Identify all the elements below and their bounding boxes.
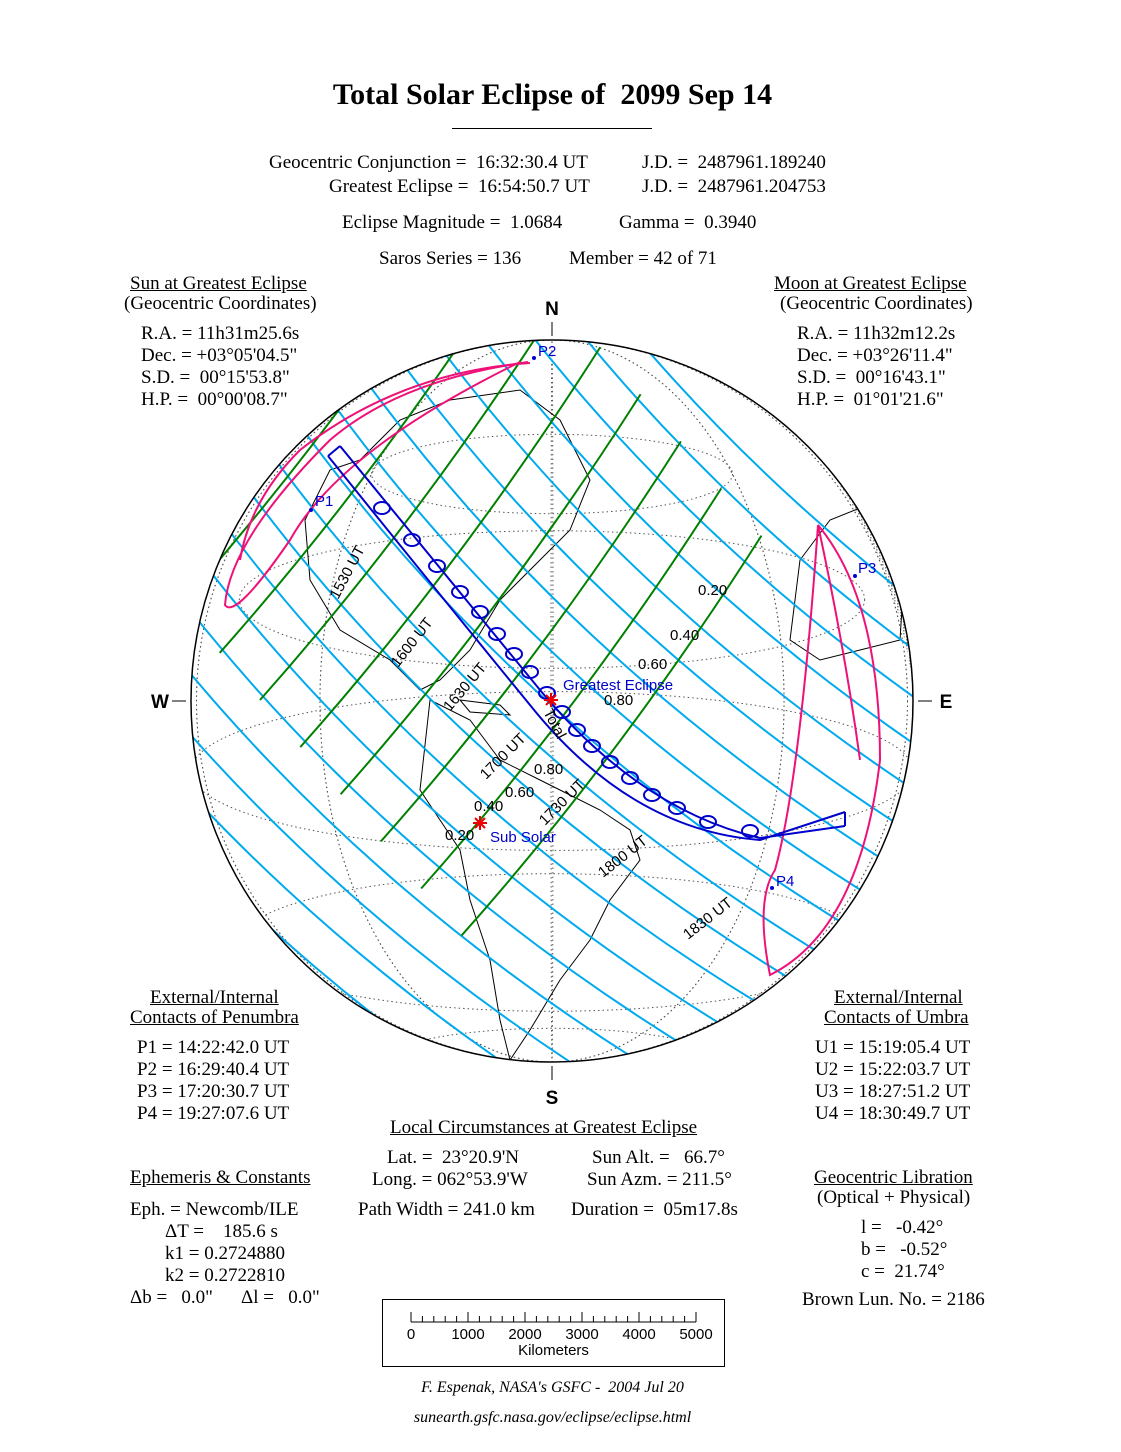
time-label-1830: 1830 UT <box>679 894 736 944</box>
time-label-1530: 1530 UT <box>326 543 369 602</box>
contact-p1: P1 <box>315 493 334 510</box>
magnitude-line <box>220 380 900 1000</box>
penumbra-heading-1: External/Internal <box>150 987 279 1008</box>
contact-p4: P4 <box>776 873 795 890</box>
latitude-line <box>239 531 864 669</box>
local-sun-azm: Sun Azm. = 211.5° <box>587 1169 732 1190</box>
scale-tick-label: 4000 <box>622 1326 656 1343</box>
time-label-1800: 1800 UT <box>594 832 651 882</box>
scale-tick-label: 0 <box>406 1326 416 1343</box>
greatest-eclipse-time: Greatest Eclipse = 16:54:50.7 UT <box>329 176 590 197</box>
greatest-eclipse-marker <box>544 693 558 707</box>
saros-series: Saros Series = 136 <box>379 248 522 269</box>
greatest-eclipse-label: Greatest Eclipse <box>563 677 674 694</box>
greatest-eclipse-jd: J.D. = 2487961.204753 <box>642 176 826 197</box>
sun-sd: S.D. = 00°15'53.8" <box>141 367 290 388</box>
sub-solar-label: Sub Solar <box>490 829 556 846</box>
magnitude-line <box>189 405 869 1025</box>
page-title: Total Solar Eclipse of 2099 Sep 14 <box>332 78 773 111</box>
magnitude-line <box>251 355 931 975</box>
scale-tick-label: 3000 <box>565 1326 599 1343</box>
ephemeris-heading: Ephemeris & Constants <box>130 1167 311 1188</box>
continent-outlines <box>305 390 905 1060</box>
magnitude-line <box>314 306 994 926</box>
umbra-u1: U1 = 15:19:05.4 UT <box>815 1037 971 1058</box>
libration-b: b = -0.52° <box>861 1239 948 1260</box>
umbra-u2: U2 = 15:22:03.7 UT <box>815 1059 971 1080</box>
footer-url: sunearth.gsfc.nasa.gov/eclipse/eclipse.html <box>413 1409 692 1426</box>
mag-label-upper-080: 0.80 <box>604 692 634 709</box>
local-duration: Duration = 05m17.8s <box>571 1199 738 1220</box>
sun-hp: H.P. = 00°00'08.7" <box>141 389 288 410</box>
sun-heading: Sun at Greatest Eclipse <box>130 273 307 294</box>
penumbra-p4: P4 = 19:27:07.6 UT <box>137 1103 290 1124</box>
ephemeris-eph: Eph. = Newcomb/ILE <box>130 1199 299 1220</box>
compass-north: N <box>545 299 559 320</box>
compass-east: E <box>939 692 953 713</box>
magnitude-line <box>33 529 713 1149</box>
time-label-1730: 1730 UT <box>535 776 589 829</box>
libration-subheading: (Optical + Physical) <box>817 1187 971 1208</box>
conjunction-time: Geocentric Conjunction = 16:32:30.4 UT <box>269 152 588 173</box>
brown-lunation-number: Brown Lun. No. = 2186 <box>802 1289 985 1310</box>
magnitude-line <box>376 256 1056 876</box>
umbra-u3: U3 = 18:27:51.2 UT <box>815 1081 971 1102</box>
penumbra-p1: P1 = 14:22:42.0 UT <box>137 1037 290 1058</box>
total-label: Total <box>539 705 570 742</box>
magnitude-line <box>2 554 682 1174</box>
penumbra-p2: P2 = 16:29:40.4 UT <box>137 1059 290 1080</box>
penumbra-heading-2: Contacts of Penumbra <box>130 1007 299 1028</box>
saros-member: Member = 42 of 71 <box>569 248 717 269</box>
ephemeris-k1: k1 = 0.2724880 <box>165 1243 285 1264</box>
local-path-width: Path Width = 241.0 km <box>358 1199 535 1220</box>
footer-credit: F. Espenak, NASA's GSFC - 2004 Jul 20 <box>421 1379 684 1396</box>
gamma: Gamma = 0.3940 <box>619 212 757 233</box>
umbra-ellipse <box>374 502 390 514</box>
libration-c: c = 21.74° <box>861 1261 945 1282</box>
ephemeris-delta-l: Δl = 0.0" <box>241 1287 320 1308</box>
conjunction-jd: J.D. = 2487961.189240 <box>642 152 826 173</box>
mag-label-lower-020: 0.20 <box>445 827 475 844</box>
sub-solar-marker <box>473 816 487 830</box>
compass-south: S <box>545 1088 559 1109</box>
mag-label-lower-040: 0.40 <box>474 798 504 815</box>
libration-heading: Geocentric Libration <box>814 1167 973 1188</box>
scale-tick-label: 2000 <box>508 1326 542 1343</box>
time-line <box>139 159 439 559</box>
time-label-1700: 1700 UT <box>476 730 530 783</box>
ephemeris-delta-t: ΔT = 185.6 s <box>165 1221 278 1242</box>
penumbra-p3: P3 = 17:20:30.7 UT <box>137 1081 290 1102</box>
mag-label-lower-060: 0.60 <box>505 784 535 801</box>
time-label-1630: 1630 UT <box>440 659 491 715</box>
ephemeris-k2: k2 = 0.2722810 <box>165 1265 285 1286</box>
contact-p3: P3 <box>858 560 877 577</box>
eclipse-magnitude: Eclipse Magnitude = 1.0684 <box>342 212 563 233</box>
time-label-1600: 1600 UT <box>387 614 437 671</box>
umbra-u4: U4 = 18:30:49.7 UT <box>815 1103 971 1124</box>
scale-tick-label: 5000 <box>679 1326 713 1343</box>
ephemeris-delta-b: Δb = 0.0" <box>130 1287 213 1308</box>
moon-ra: R.A. = 11h32m12.2s <box>797 323 956 344</box>
local-sun-alt: Sun Alt. = 66.7° <box>592 1147 725 1168</box>
sun-ra: R.A. = 11h31m25.6s <box>141 323 300 344</box>
scale-bar <box>382 1299 725 1367</box>
moon-dec: Dec. = +03°26'11.4" <box>797 345 953 366</box>
umbra-heading-1: External/Internal <box>834 987 963 1008</box>
scale-tick-label: 1000 <box>451 1326 485 1343</box>
magnitude-line <box>126 454 806 1074</box>
contact-p2: P2 <box>538 343 557 360</box>
mag-label-upper-060: 0.60 <box>638 656 668 673</box>
compass-west: W <box>151 692 169 713</box>
mag-label-upper-040: 0.40 <box>670 627 700 644</box>
libration-l: l = -0.42° <box>861 1217 944 1238</box>
local-heading: Local Circumstances at Greatest Eclipse <box>390 1117 698 1138</box>
sun-dec: Dec. = +03°05'04.5" <box>141 345 298 366</box>
moon-hp: H.P. = 01°01'21.6" <box>797 389 944 410</box>
sun-subheading: (Geocentric Coordinates) <box>124 293 317 314</box>
time-line <box>99 112 399 512</box>
moon-sd: S.D. = 00°16'43.1" <box>797 367 946 388</box>
moon-heading: Moon at Greatest Eclipse <box>774 273 967 294</box>
scale-unit: Kilometers <box>518 1342 589 1359</box>
local-long: Long. = 062°53.9'W <box>372 1169 528 1190</box>
magnitude-line <box>438 206 1118 826</box>
moon-subheading: (Geocentric Coordinates) <box>780 293 973 314</box>
local-lat: Lat. = 23°20.9'N <box>387 1147 520 1168</box>
umbra-ellipse <box>429 560 445 572</box>
mag-label-lower-080: 0.80 <box>534 761 564 778</box>
mag-label-upper-020: 0.20 <box>698 582 728 599</box>
umbra-heading-2: Contacts of Umbra <box>824 1007 969 1028</box>
latitude-line <box>239 874 864 1012</box>
